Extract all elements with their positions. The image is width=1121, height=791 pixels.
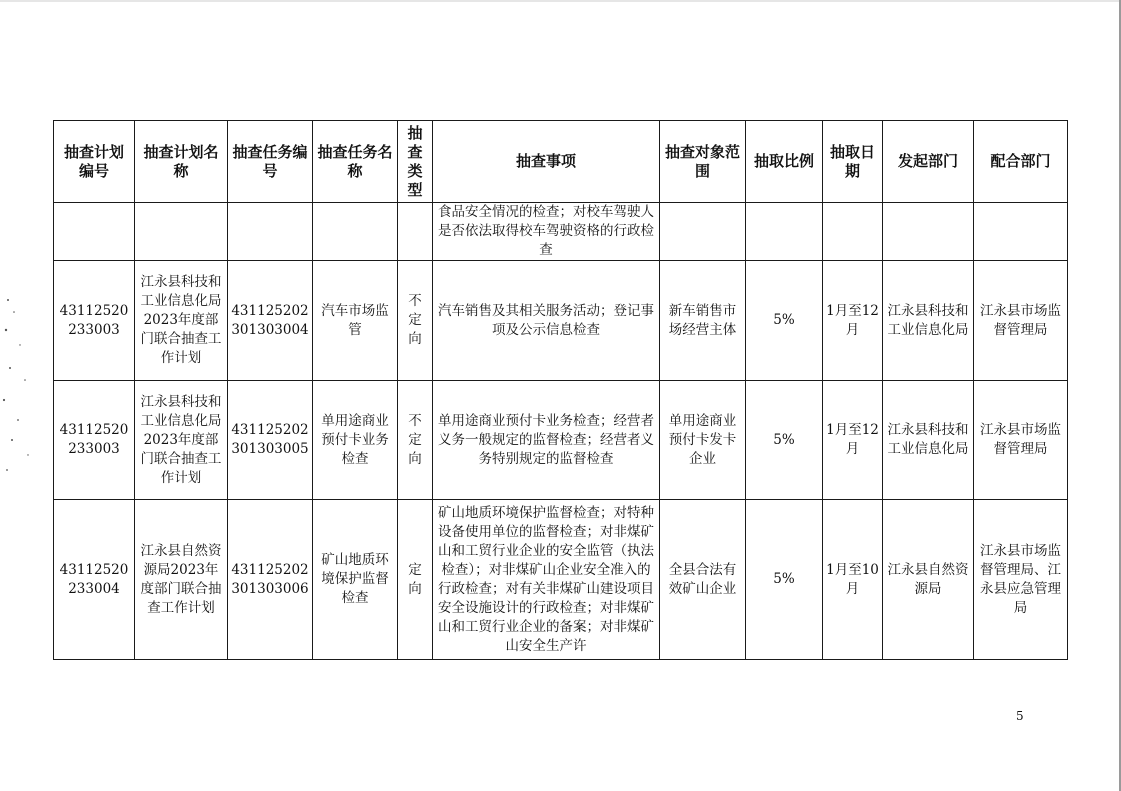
cell-scope: 新车销售市场经营主体 bbox=[660, 261, 746, 381]
cell-task-no: 431125202301303005 bbox=[228, 381, 313, 500]
cell-matters: 单用途商业预付卡业务检查；经营者义务一般规定的监督检查；经营者义务特别规定的监督检查 bbox=[433, 381, 660, 500]
cell-partner: 江永县市场监督管理局 bbox=[974, 381, 1068, 500]
cell-date: 1月至12月 bbox=[823, 381, 883, 500]
header-matters: 抽查事项 bbox=[433, 121, 660, 203]
header-plan-name: 抽查计划名称 bbox=[135, 121, 228, 203]
cell-type: 不定向 bbox=[398, 261, 433, 381]
cell-task-no bbox=[228, 203, 313, 261]
header-task-name: 抽查任务名称 bbox=[313, 121, 398, 203]
cell-plan-no: 43112520233004 bbox=[54, 500, 135, 660]
table-header-row bbox=[54, 121, 1068, 203]
inspection-plan-table bbox=[53, 120, 1068, 660]
cell-plan-no: 43112520233003 bbox=[54, 261, 135, 381]
cell-initiator bbox=[883, 203, 974, 261]
cell-task-name: 汽车市场监管 bbox=[313, 261, 398, 381]
cell-plan-name: 江永县科技和工业信息化局2023年度部门联合抽查工作计划 bbox=[135, 261, 228, 381]
cell-task-no: 431125202301303006 bbox=[228, 500, 313, 660]
cell-matters: 食品安全情况的检查；对校车驾驶人是否依法取得校车驾驶资格的行政检查 bbox=[433, 203, 660, 261]
table-row bbox=[54, 500, 1068, 660]
page-number: 5 bbox=[1016, 709, 1024, 723]
cell-matters: 矿山地质环境保护监督检查；对特种设备使用单位的监督检查；对非煤矿山和工贸行业企业的安全监管（执法检查）；对非煤矿山企业安全准入的行政检查；对有关非煤矿山建设项目安全设施设计的行政检查；对非煤矿山和工贸行业企业的备案；对非煤矿山安全生产许 bbox=[433, 500, 660, 660]
cell-ratio: 5% bbox=[746, 500, 823, 660]
cell-scope: 单用途商业预付卡发卡企业 bbox=[660, 381, 746, 500]
table-row bbox=[54, 381, 1068, 500]
cell-task-name: 单用途商业预付卡业务检查 bbox=[313, 381, 398, 500]
cell-plan-name: 江永县科技和工业信息化局2023年度部门联合抽查工作计划 bbox=[135, 381, 228, 500]
cell-plan-name: 江永县自然资源局2023年度部门联合抽查工作计划 bbox=[135, 500, 228, 660]
header-initiator: 发起部门 bbox=[883, 121, 974, 203]
cell-ratio: 5% bbox=[746, 381, 823, 500]
header-plan-no: 抽查计划编号 bbox=[54, 121, 135, 203]
header-type: 抽查类型 bbox=[398, 121, 433, 203]
cell-partner: 江永县市场监督管理局、江永县应急管理局 bbox=[974, 500, 1068, 660]
cell-date: 1月至12月 bbox=[823, 261, 883, 381]
cell-task-name bbox=[313, 203, 398, 261]
cell-matters: 汽车销售及其相关服务活动；登记事项及公示信息检查 bbox=[433, 261, 660, 381]
scan-edge-top bbox=[0, 0, 1121, 2]
header-task-no: 抽查任务编号 bbox=[228, 121, 313, 203]
cell-scope bbox=[660, 203, 746, 261]
cell-task-no: 431125202301303004 bbox=[228, 261, 313, 381]
cell-initiator: 江永县自然资源局 bbox=[883, 500, 974, 660]
scan-noise bbox=[0, 290, 40, 490]
cell-type: 定向 bbox=[398, 500, 433, 660]
cell-ratio bbox=[746, 203, 823, 261]
table-row bbox=[54, 261, 1068, 381]
header-ratio: 抽取比例 bbox=[746, 121, 823, 203]
cell-plan-no bbox=[54, 203, 135, 261]
cell-type bbox=[398, 203, 433, 261]
cell-partner: 江永县市场监督管理局 bbox=[974, 261, 1068, 381]
cell-plan-no: 43112520233003 bbox=[54, 381, 135, 500]
header-date: 抽取日期 bbox=[823, 121, 883, 203]
cell-initiator: 江永县科技和工业信息化局 bbox=[883, 261, 974, 381]
cell-type: 不定向 bbox=[398, 381, 433, 500]
header-scope: 抽查对象范围 bbox=[660, 121, 746, 203]
cell-date bbox=[823, 203, 883, 261]
table-row bbox=[54, 203, 1068, 261]
header-partner: 配合部门 bbox=[974, 121, 1068, 203]
cell-task-name: 矿山地质环境保护监督检查 bbox=[313, 500, 398, 660]
cell-partner bbox=[974, 203, 1068, 261]
cell-initiator: 江永县科技和工业信息化局 bbox=[883, 381, 974, 500]
cell-plan-name bbox=[135, 203, 228, 261]
cell-scope: 全县合法有效矿山企业 bbox=[660, 500, 746, 660]
cell-ratio: 5% bbox=[746, 261, 823, 381]
cell-date: 1月至10月 bbox=[823, 500, 883, 660]
